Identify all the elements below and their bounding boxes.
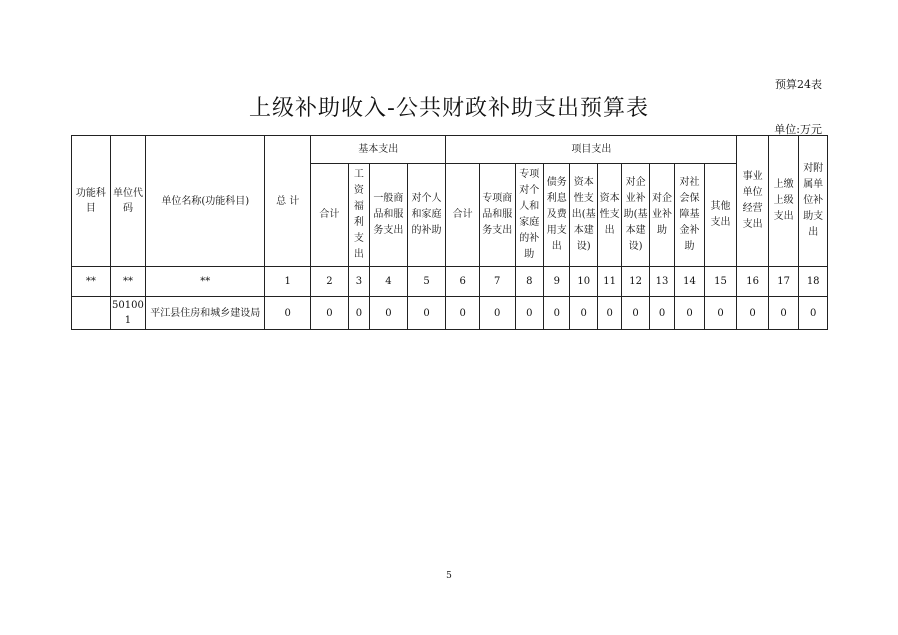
col-proj-social: 对社会保障基金补助 xyxy=(675,164,705,267)
index-cell: 4 xyxy=(370,267,408,297)
value-cell: 0 xyxy=(479,297,515,330)
index-cell: 8 xyxy=(515,267,543,297)
value-cell: 0 xyxy=(597,297,621,330)
col-proj-personal: 专项对个人和家庭的补助 xyxy=(515,164,543,267)
value-cell: 0 xyxy=(311,297,349,330)
index-cell: 6 xyxy=(446,267,480,297)
value-cell: 0 xyxy=(649,297,674,330)
value-cell: 0 xyxy=(515,297,543,330)
col-proj-other: 其他支出 xyxy=(704,164,737,267)
col-proj-debt: 债务利息及费用支出 xyxy=(544,164,570,267)
budget-table xyxy=(71,135,828,330)
index-cell: 9 xyxy=(544,267,570,297)
col-basic-total: 合计 xyxy=(311,164,349,267)
col-basic-subsidy: 对个人和家庭的补助 xyxy=(407,164,446,267)
page-title: 上级补助收入-公共财政补助支出预算表 xyxy=(249,96,649,121)
value-cell: 0 xyxy=(265,297,311,330)
group-project: 项目支出 xyxy=(446,136,737,164)
value-cell: 0 xyxy=(622,297,649,330)
col-func-subject: 功能科目 xyxy=(72,136,111,267)
unit-label: 单位:万元 xyxy=(774,123,822,136)
col-proj-capital-build: 资本性支出(基本建设) xyxy=(570,164,597,267)
index-cell: 2 xyxy=(311,267,349,297)
page-number: 5 xyxy=(446,571,452,581)
index-cell: ** xyxy=(146,267,265,297)
index-cell: 1 xyxy=(265,267,311,297)
col-proj-total: 合计 xyxy=(446,164,480,267)
table-row xyxy=(72,297,828,330)
col-proj-ent: 对企业补助 xyxy=(649,164,674,267)
col-unit-code: 单位代码 xyxy=(110,136,146,267)
group-basic: 基本支出 xyxy=(311,136,446,164)
value-cell: 0 xyxy=(768,297,799,330)
index-cell: 12 xyxy=(622,267,649,297)
col-basic-welfare: 工资福利支出 xyxy=(348,164,369,267)
index-cell: 13 xyxy=(649,267,674,297)
col-unit-name: 单位名称(功能科目) xyxy=(146,136,265,267)
index-cell: 16 xyxy=(737,267,769,297)
col-affiliated: 对附属单位补助支出 xyxy=(799,136,828,267)
col-basic-goods: 一般商品和服务支出 xyxy=(370,164,408,267)
header-row-groups xyxy=(72,136,828,164)
index-cell: 17 xyxy=(768,267,799,297)
code-cell: 501001 xyxy=(110,297,146,330)
value-cell: 0 xyxy=(675,297,705,330)
value-cell: 0 xyxy=(446,297,480,330)
col-proj-capital: 资本性支出 xyxy=(597,164,621,267)
index-cell: 18 xyxy=(799,267,828,297)
value-cell: 0 xyxy=(737,297,769,330)
value-cell: 0 xyxy=(544,297,570,330)
index-cell: 10 xyxy=(570,267,597,297)
value-cell: 0 xyxy=(348,297,369,330)
index-cell: 7 xyxy=(479,267,515,297)
func-cell xyxy=(72,297,111,330)
col-upper: 上缴上级支出 xyxy=(768,136,799,267)
index-cell: 15 xyxy=(704,267,737,297)
index-cell: ** xyxy=(110,267,146,297)
value-cell: 0 xyxy=(407,297,446,330)
col-total: 总 计 xyxy=(265,136,311,267)
value-cell: 0 xyxy=(370,297,408,330)
index-cell: 3 xyxy=(348,267,369,297)
index-cell: 11 xyxy=(597,267,621,297)
name-cell: 平江县住房和城乡建设局 xyxy=(146,297,265,330)
index-cell: ** xyxy=(72,267,111,297)
value-cell: 0 xyxy=(570,297,597,330)
col-biz-unit: 事业单位经营支出 xyxy=(737,136,769,267)
index-row xyxy=(72,267,828,297)
budget-table-number: 预算24表 xyxy=(775,78,822,91)
col-proj-goods: 专项商品和服务支出 xyxy=(479,164,515,267)
value-cell: 0 xyxy=(799,297,828,330)
col-proj-ent-build: 对企业补助(基本建设) xyxy=(622,164,649,267)
index-cell: 14 xyxy=(675,267,705,297)
value-cell: 0 xyxy=(704,297,737,330)
index-cell: 5 xyxy=(407,267,446,297)
